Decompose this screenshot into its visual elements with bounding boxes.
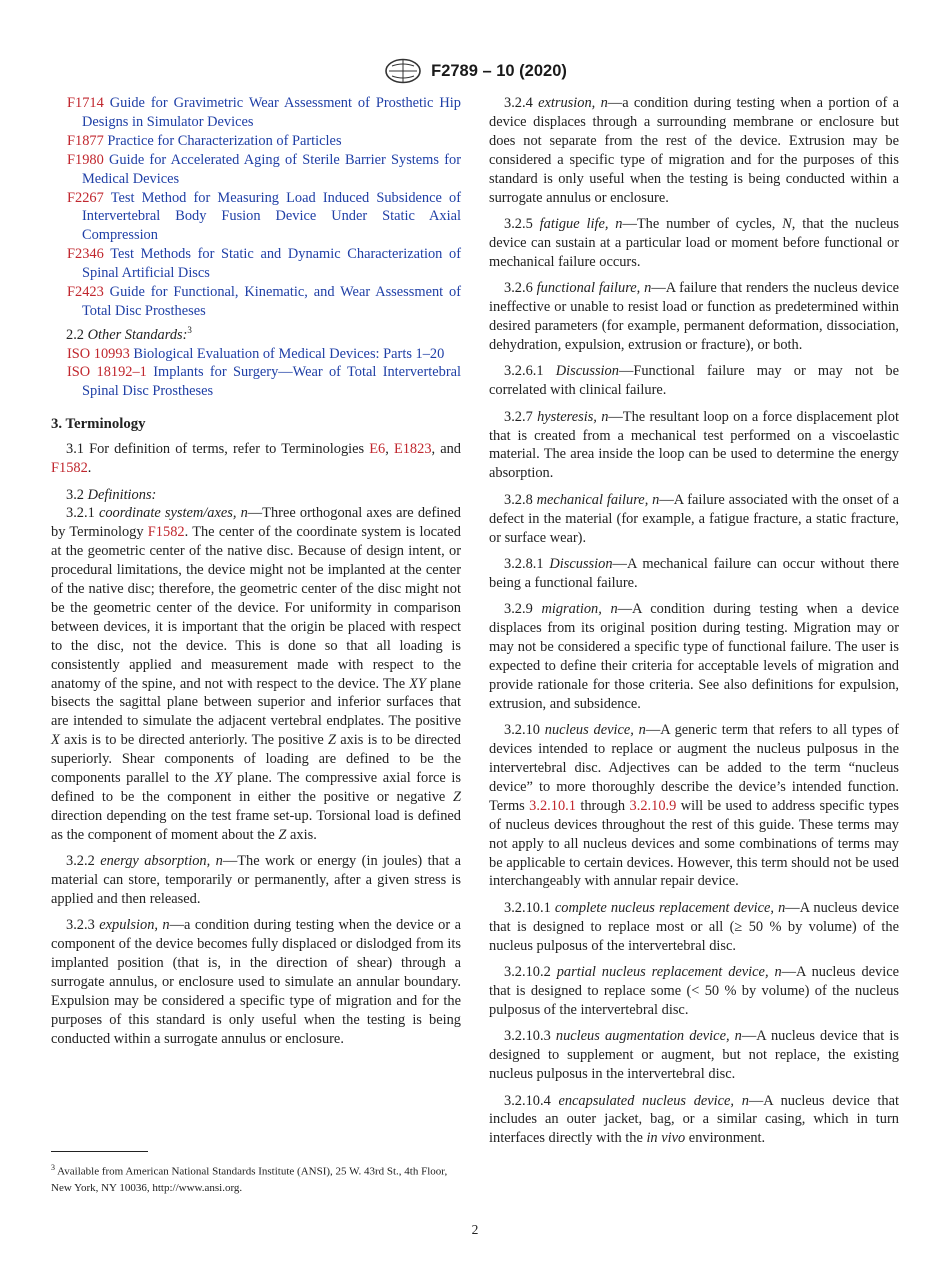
reference-code-link[interactable]: ISO 10993 — [67, 345, 130, 362]
page-number: 2 — [471, 1222, 479, 1237]
reference-code-link[interactable]: F1980 — [67, 151, 104, 168]
e6-link[interactable]: E6 — [369, 441, 386, 458]
reference-code-link[interactable]: F2346 — [67, 246, 104, 263]
term-3-2-10-9-link[interactable]: 3.2.10.9 — [629, 797, 677, 814]
reference-item — [51, 189, 461, 246]
reference-title-link[interactable]: Guide for Accelerated Aging of Sterile Barrier Systems for Medical Devices — [82, 151, 461, 187]
reference-item — [51, 94, 461, 132]
left-column — [51, 94, 461, 1049]
paragraph-3-2-5: 3.2.5 fatigue life, n—The number of cycles, N, that the nucleus device can sustain at a particular load or moment before functional or mechanical failure occurs. — [489, 215, 900, 270]
reference-item — [51, 283, 461, 321]
paragraph-3-2-7: 3.2.7 hysteresis, n—The resultant loop on a force displacement plot that is created from a mechanical test performed on a viscoelastic material. The area inside the loop can be used to determine the energy absorption. — [489, 408, 899, 482]
e1823-link[interactable]: E1823 — [393, 441, 432, 458]
reference-code-link[interactable]: F1714 — [67, 95, 104, 111]
paragraph-3-2-3: 3.2.3 expulsion, n—a condition during testing when the device or a component of the device becomes fully displaced or dislodged from its implanted position (that is, in the direction of shear) through a surrogate annulus, or enclosure used to simulate an annular boundary. Expulsion may be considered a specific type of migration and for the purposes of this standard is only useful when the testing is being conducted within a surrogate annulus or enclosure. — [51, 917, 461, 1047]
paragraph-3-2-9: 3.2.9 migration, n—A condition during testing when a device displaces from its original position during testing. Migration may or may not be considered a specific type of functional failure. The user is expected to define their criteria for acceptable levels of migration and provide rationale for those criteria. See also definitions for expulsion, extrusion, and subsidence. — [489, 601, 899, 712]
paragraph-3-2-10: 3.2.10 nucleus device, n—A generic term that refers to all types of devices intended to replace or augment the nucleus pulposus in the intervertebral disc. Adjectives can be added to the term “nucleus device” to more thoroughly describe the device’s intended function. Terms 3.2.10.1 through 3.2.10.9 will be used to address specific types of nucleus devices throughout the rest of this guide. These terms may not apply to all nucleus devices and some combinations of terms may be applicable to certain devices. However, this term should not be used interchangeably with annular repair device. — [489, 722, 899, 890]
paragraph-3-2-4: 3.2.4 extrusion, n—a condition during testing when a portion of a device displaces through a surrounding membrane or enclosure but does not separate from the rest of the device. Extrusion may be considered a specific type of migration and for the purposes of this standard is only useful when the testing is being conducted within a surrogate annulus or enclosure. — [489, 95, 899, 206]
paragraph-3-2-8: 3.2.8 mechanical failure, n—A failure associated with the onset of a defect in the material (for example, a fatigue fracture, a static fracture, or surface wear). — [489, 491, 899, 546]
reference-title-link[interactable]: Test Methods for Static and Dynamic Characterization of Spinal Artificial Discs — [82, 246, 461, 282]
paragraph-3-2-6: 3.2.6 functional failure, n—A failure that renders the nucleus device ineffective or unable to resist load or function as predetermined within desired parameters (for example, permanent deformation, dissociation, dehydration, expulsion, extrusion or fracture), or both. — [489, 280, 899, 353]
reference-title-link[interactable]: Implants for Surgery—Wear of Total Intervertebral Spinal Disc Prostheses — [82, 364, 461, 400]
astm-logo-icon — [383, 58, 423, 84]
reference-title-link[interactable]: Test Method for Measuring Load Induced Subsidence of Intervertebral Body Fusion Device Under Static Axial Compression — [82, 189, 461, 244]
footnote: $^3$ Available from American National Standards Institute (ANSI), 25 W. 43rd St., 4th Floor, New York, NY 10036, http://www.ansi.org. — [51, 1163, 448, 1195]
paragraph-3-2-10-3: 3.2.10.3 nucleus augmentation device, n—A nucleus device that is designed to supplement or augment, but not replace, the existing nucleus pulposus in the intervertebral disc. — [489, 1028, 899, 1083]
reference-item — [51, 151, 461, 189]
reference-item — [51, 245, 461, 283]
paragraph-3-2-10-1: 3.2.10.1 complete nucleus replacement device, n—A nucleus device that is designed to replace most or all (≥ 50 % by volume) of the nucleus pulposus of the intervertebral disc. — [489, 899, 899, 954]
f1582-link[interactable]: F1582 — [51, 460, 88, 477]
paragraph-3-2-1: 3.2.1 coordinate system/axes, n—Three orthogonal axes are defined by Terminology F1582. The center of the coordinate system is located at the geometric center of the native disc. Because of design intent, or procedural limitations, the device might not be implanted at the center of the native disc; therefore, the geometric center of the disc might not be the geometric center of the device. For uniformity in comparison between devices, it is important that the origin be placed with respect to the disc, not the device. This is done so that all loading is consistently applied and measurement made with respect to the anatomy of the spine, and not with respect to the device. The XY plane bisects the sagittal plane between superior and inferior surfaces that are intended to simulate the adjacent vertebral endplates. The positive X axis is to be directed anteriorly. The positive Z axis is to be directed superiorly. Shear components of loading are defined to be the components parallel to the XY plane. The compressive axial force is defined to be the component in either the positive or negative Z direction depending on the test frame set-up. Torsional load is defined as the component of moment about the Z axis. — [51, 505, 462, 843]
reference-code-link[interactable]: F2423 — [67, 284, 104, 301]
reference-title-link[interactable]: Biological Evaluation of Medical Devices: Parts 1–20 — [133, 345, 445, 362]
term-3-2-10-1-link[interactable]: 3.2.10.1 — [529, 797, 576, 814]
reference-item — [51, 345, 461, 364]
reference-title-link[interactable]: Guide for Gravimetric Wear Assessment of Prosthetic Hip Designs in Simulator Devices — [82, 95, 461, 130]
reference-code-link[interactable]: F2267 — [67, 189, 104, 206]
reference-item — [51, 363, 461, 401]
reference-item — [51, 132, 461, 151]
paragraph-3-2-10-4: 3.2.10.4 encapsulated nucleus device, n—A nucleus device that includes an outer jacket, bag, or a similar casing, which in turn interfaces directly with the in vivo environment. — [489, 1092, 900, 1147]
reference-title-link[interactable]: Practice for Characterization of Particles — [107, 132, 342, 149]
paragraph-3-2: 3.2 Definitions: — [66, 486, 157, 503]
other-standards-heading: 2.2 Other Standards:$^3$ — [66, 324, 192, 343]
section-heading: 3. Terminology — [51, 416, 146, 433]
page-header — [0, 58, 950, 84]
footnote-divider — [51, 1151, 148, 1152]
document-code: F2789 – 10 (2020) — [431, 61, 567, 80]
paragraph-3-2-8-1: 3.2.8.1 Discussion—A mechanical failure can occur without there being a functional failure. — [489, 555, 900, 591]
reference-title-link[interactable]: Guide for Functional, Kinematic, and Wear Assessment of Total Disc Prostheses — [82, 284, 461, 319]
paragraph-3-1: 3.1 For definition of terms, refer to Terminologies E6, E1823, and F1582. — [51, 441, 461, 477]
paragraph-3-2-6-1: 3.2.6.1 Discussion—Functional failure may or may not be correlated with clinical failure. — [489, 363, 900, 399]
reference-code-link[interactable]: ISO 18192–1 — [67, 364, 147, 381]
f1582-link[interactable]: F1582 — [147, 524, 185, 541]
paragraph-3-2-2: 3.2.2 energy absorption, n—The work or energy (in joules) that a material can store, temporarily or permanently, after a given stress is applied and then released. — [51, 853, 461, 908]
paragraph-3-2-10-2: 3.2.10.2 partial nucleus replacement device, n—A nucleus device that is designed to replace some (< 50 % by volume) of the nucleus pulposus of the intervertebral disc. — [489, 964, 899, 1018]
reference-code-link[interactable]: F1877 — [67, 132, 104, 149]
right-column — [489, 94, 899, 1148]
